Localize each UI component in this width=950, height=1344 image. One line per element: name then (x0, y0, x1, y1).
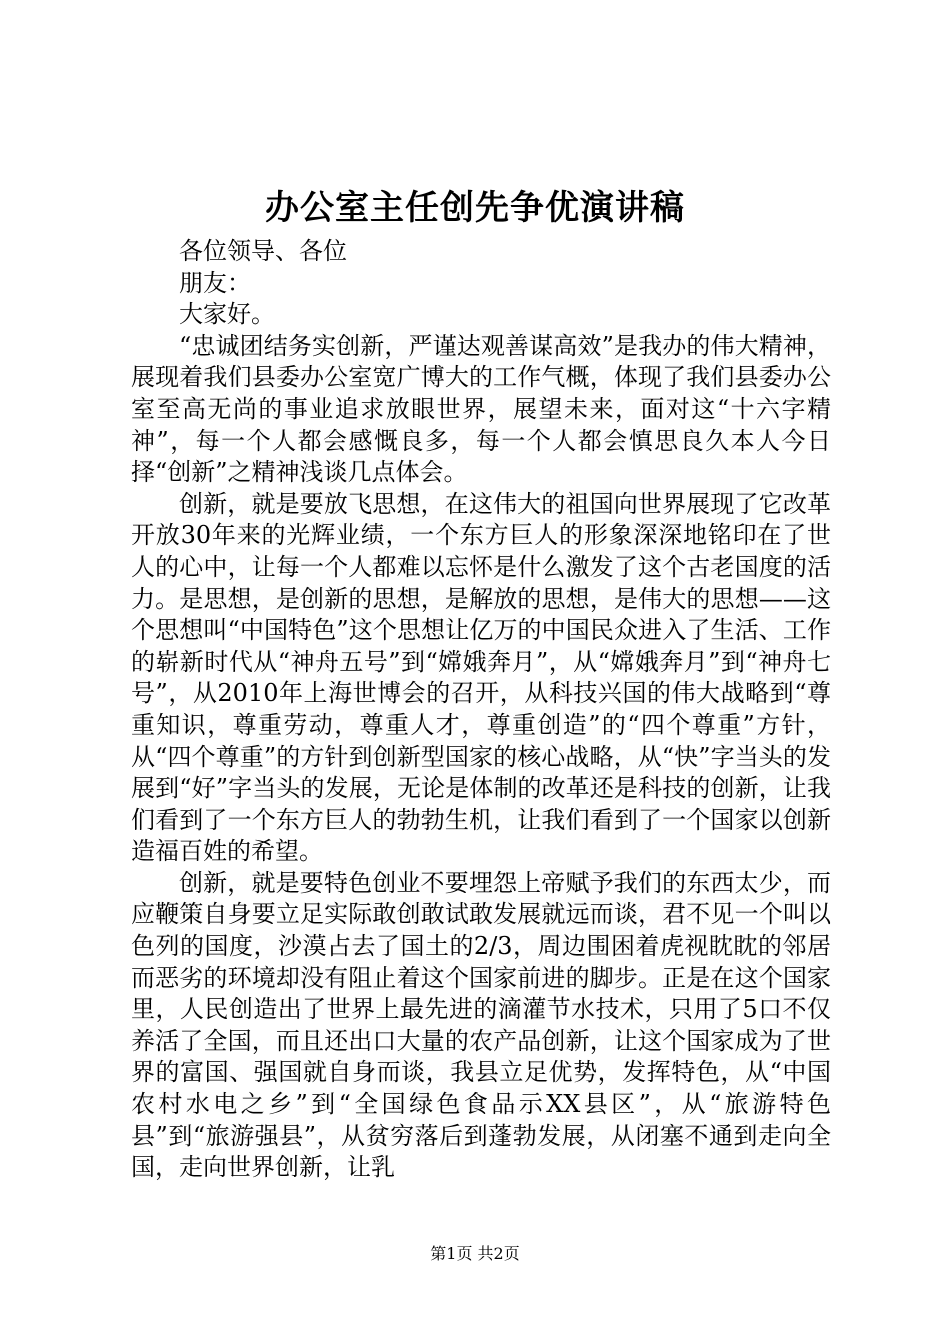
body-paragraph: “忠诚团结务实创新，严谨达观善谋高效”是我办的伟大精神，展现着我们县委办公室宽广博大的工作气概，体现了我们县委办公室至高无尚的事业追求放眼世界，展望未来，面对这“十六字精神”，每一个人都会感慨良多，每一个人都会慎思良久本人今日择“创新”之精神浅谈几点体会。 (131, 331, 831, 487)
greeting-line: 大家好。 (179, 300, 275, 329)
salutation-line-2: 朋友： (179, 268, 251, 297)
page-footer: 第1页 共2页 (430, 1244, 520, 1263)
salutation-line-1: 各位领导、各位 (179, 237, 347, 265)
document-title: 办公室主任创先争优演讲稿 (265, 188, 685, 228)
body-paragraph: 创新，就是要特色创业不要埋怨上帝赋予我们的东西太少，而应鞭策自身要立足实际敢创敢试敢发展就远而谈，君不见一个叫以色列的国度，沙漠占去了国土的2/3，周边围困着虎视眈眈的邻居而恶劣的环境却没有阻止着这个国家前进的脚步。正是在这个国家里，人民创造出了世界上最先进的滴灌节水技术，只用了5口不仅养活了全国，而且还出口大量的农产品创新，让这个国家成为了世界的富国、强国就自身而谈，我县立足优势，发挥特色，从“中国农村水电之乡”到“全国绿色食品示XX县区”，从“旅游特色县”到“旅游强县”，从贫穷落后到蓬勃发展，从闭塞不通到走向全国，走向世界创新，让乳 (131, 868, 831, 1182)
document-body (131, 236, 831, 1184)
body-paragraph: 创新，就是要放飞思想，在这伟大的祖国向世界展现了它改革开放30年来的光辉业绩，一个东方巨人的形象深深地铭印在了世人的心中，让每一个人都难以忘怀是什么激发了这个古老国度的活力。是思想，是创新的思想，是解放的思想，是伟大的思想——这个思想叫“中国特色”这个思想让亿万的中国民众进入了生活、工作的崭新时代从“神舟五号”到“嫦娥奔月”，从“嫦娥奔月”到“神舟七号”，从2010年上海世博会的召开，从科技兴国的伟大战略到“尊重知识，尊重劳动，尊重人才，尊重创造”的“四个尊重”方针，从“四个尊重”的方针到创新型国家的核心战略，从“快”字当头的发展到“好”字当头的发展，无论是体制的改革还是科技的创新，让我们看到了一个东方巨人的勃勃生机，让我们看到了一个国家以创新造福百姓的希望。 (131, 489, 831, 866)
